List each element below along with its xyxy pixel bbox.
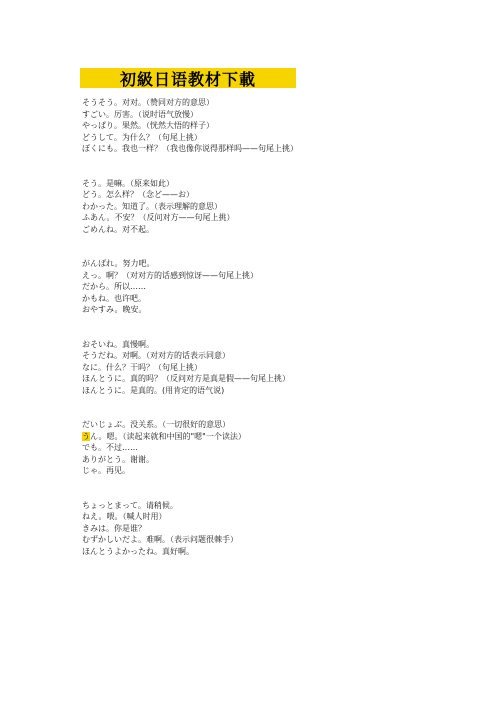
phrase-line: ぼくにも。我也一样？（我也像你说得那样吗——句尾上挑）	[82, 144, 298, 153]
phrase-line: どう。怎么样？（念ど——お）	[82, 190, 194, 199]
phrase-line: そうだね。对啊。（对对方的话表示同意）	[82, 351, 230, 360]
phrase-section-4	[82, 339, 482, 397]
phrase-line: ごめんね。对不起。	[82, 224, 154, 234]
phrase-line: ねえ。喂。（喊人时用）	[82, 512, 167, 521]
phrase-section-2	[82, 178, 482, 236]
phrase-line: ほんとうに。是真的。(用肯定的语气说)	[82, 385, 225, 395]
phrase-line: なに。什么？干吗？（句尾上挑）	[82, 362, 202, 372]
phrase-line: やっぱり。果然。（恍然大悟的样子）	[82, 121, 214, 130]
document-title: 初級日语教材下載	[119, 69, 256, 89]
phrase-sections	[82, 97, 482, 580]
phrase-line: どうして。为什么？（句尾上挑）	[82, 132, 202, 142]
phrase-section-1	[82, 97, 482, 155]
phrase-line: じゃ。再见。	[82, 466, 130, 475]
phrase-line: むずかしいだよ。难啊。（表示问题很棘手）	[82, 535, 238, 544]
phrase-line: すごい。厉害。（说时语气放慢）	[82, 109, 198, 119]
phrase-line: おそいね。真慢啊。	[82, 339, 154, 349]
phrase-section-3	[82, 258, 482, 316]
phrase-line: ありがとう。谢谢。	[82, 454, 154, 464]
phrase-line: えっ。啊？（对对方的话感到惊讶——句尾上挑）	[82, 270, 258, 280]
phrase-line: でも。不过……	[82, 443, 138, 452]
phrase-line: きみは。你是谁？	[82, 523, 146, 533]
phrase-line: うん。嗯。（读起来就和中国的"嗯"一个读法）	[82, 431, 246, 441]
phrase-line: ほんとうよかったね。真好啊。	[82, 546, 194, 556]
phrase-line: だから。所以……	[82, 282, 146, 291]
phrase-line: ほんとうに。真的吗？（反问对方是真是假——句尾上挑）	[82, 374, 290, 383]
phrase-line: おやすみ。晚安。	[82, 305, 147, 314]
phrase-section-5	[82, 419, 482, 477]
phrase-line: わかった。知道了。（表示理解的意思）	[82, 201, 222, 211]
phrase-line: ふあん。不安？（反问对方——句尾上挑）	[82, 213, 235, 222]
highlight-mark: う	[82, 431, 90, 441]
phrase-line: そうそう。对对。（赞同对方的意思）	[82, 98, 214, 107]
phrase-line: そう。是嘛。（原来如此）	[82, 178, 174, 188]
title-banner	[80, 68, 296, 88]
phrase-line: がんばれ。努力吧。	[82, 259, 155, 268]
phrase-line: だいじょぶ。没关系。（一切很好的意思）	[82, 420, 231, 429]
phrase-line: ちょっとまって。请稍候。	[82, 500, 178, 510]
phrase-line: かもね。也许吧。	[82, 293, 146, 303]
phrase-section-6	[82, 500, 482, 558]
